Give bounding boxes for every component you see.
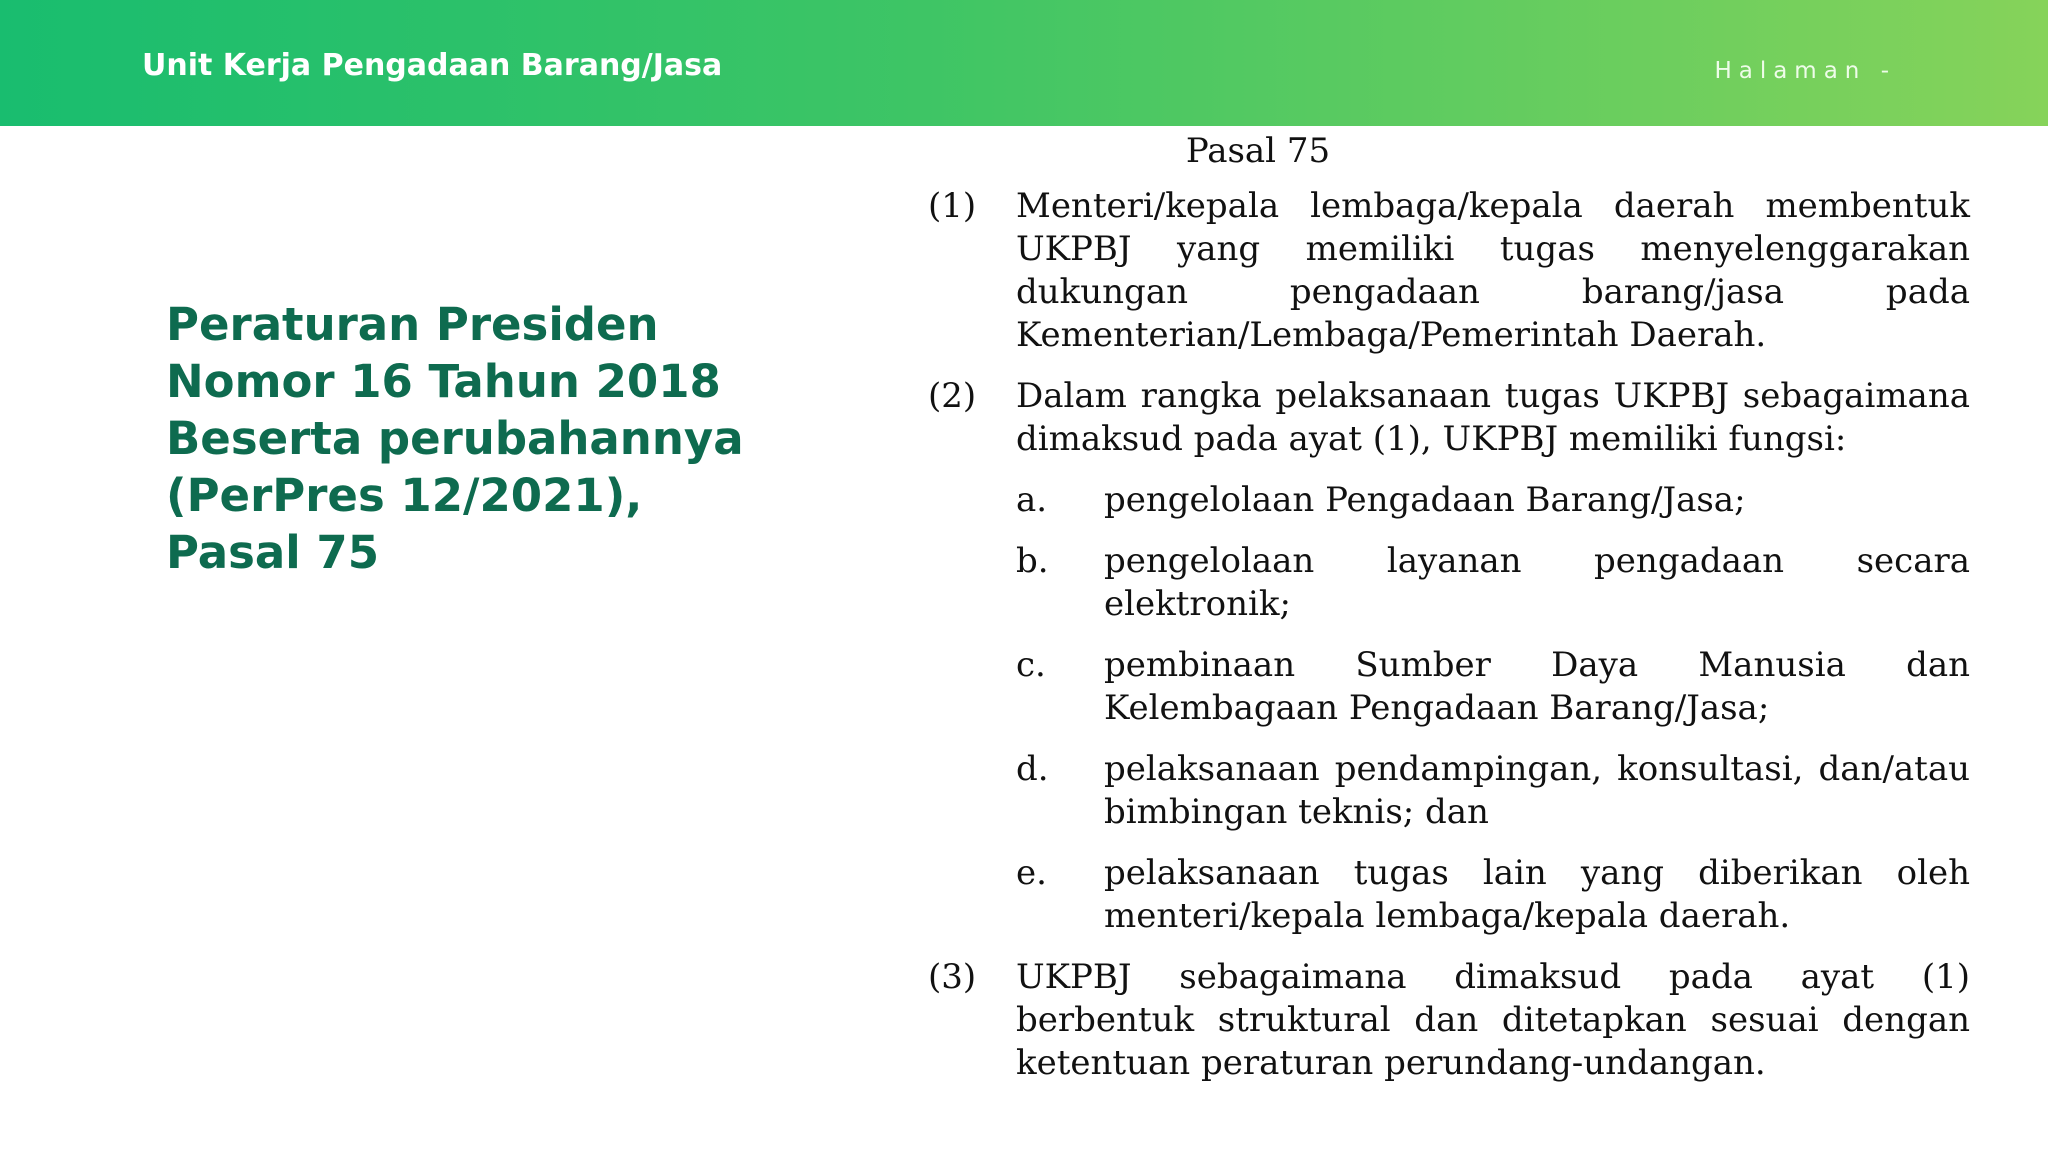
slide-title xyxy=(166,296,786,581)
list-item xyxy=(1016,540,1970,626)
list-item xyxy=(1016,644,1970,730)
ayat-3 xyxy=(928,956,1970,1085)
list-item-letter: d. xyxy=(1016,749,1049,789)
ayat-text: UKPBJ sebagaimana dimaksud pada ayat (1) berbentuk struktural dan ditetapkan sesuai dengan ketentuan peraturan perundang-undangan. xyxy=(1016,957,1970,1083)
ayat-text: Dalam rangka pelaksanaan tugas UKPBJ sebagaimana dimaksud pada ayat (1), UKPBJ memiliki fungsi: xyxy=(1016,376,1970,459)
ayat-number: (3) xyxy=(928,957,977,997)
list-item-letter: e. xyxy=(1016,853,1047,893)
list-item-letter: a. xyxy=(1016,480,1048,520)
list-item-text: pelaksanaan tugas lain yang diberikan oleh menteri/kepala lembaga/kepala daerah. xyxy=(1104,853,1970,936)
list-item-letter: b. xyxy=(1016,541,1049,581)
list-item-text: pelaksanaan pendampingan, konsultasi, dan/atau bimbingan teknis; dan xyxy=(1104,749,1970,832)
slide-title-line: Nomor 16 Tahun 2018 xyxy=(166,355,721,408)
ayat-number: (2) xyxy=(928,376,977,416)
list-item xyxy=(1016,852,1970,938)
slide-title-line: Peraturan Presiden xyxy=(166,298,659,351)
list-item-letter: c. xyxy=(1016,645,1046,685)
header-bar xyxy=(0,0,2048,126)
ayat-1 xyxy=(928,185,1970,357)
list-item xyxy=(1016,748,1970,834)
article-heading: Pasal 75 xyxy=(1185,131,1331,171)
regulation-excerpt xyxy=(928,126,1970,1103)
page-number-label: Halaman - xyxy=(1714,58,1896,84)
list-item-text: pembinaan Sumber Daya Manusia dan Kelembagaan Pengadaan Barang/Jasa; xyxy=(1104,645,1970,728)
ayat-2 xyxy=(928,375,1970,461)
slide-title-line: Pasal 75 xyxy=(166,526,380,579)
ayat-text: Menteri/kepala lembaga/kepala daerah membentuk UKPBJ yang memiliki tugas menyelenggarakan dukungan pengadaan barang/jasa pada Kementerian/Lembaga/Pemerintah Daerah. xyxy=(1016,186,1970,355)
header-brand: Unit Kerja Pengadaan Barang/Jasa xyxy=(142,48,723,83)
list-item-text: pengelolaan Pengadaan Barang/Jasa; xyxy=(1104,480,1746,520)
ayat-number: (1) xyxy=(928,186,977,226)
slide-title-line: (PerPres 12/2021), xyxy=(166,469,643,522)
list-item xyxy=(1016,479,1970,522)
list-item-text: pengelolaan layanan pengadaan secara elektronik; xyxy=(1104,541,1970,624)
slide-title-line: Beserta perubahannya xyxy=(166,412,744,465)
